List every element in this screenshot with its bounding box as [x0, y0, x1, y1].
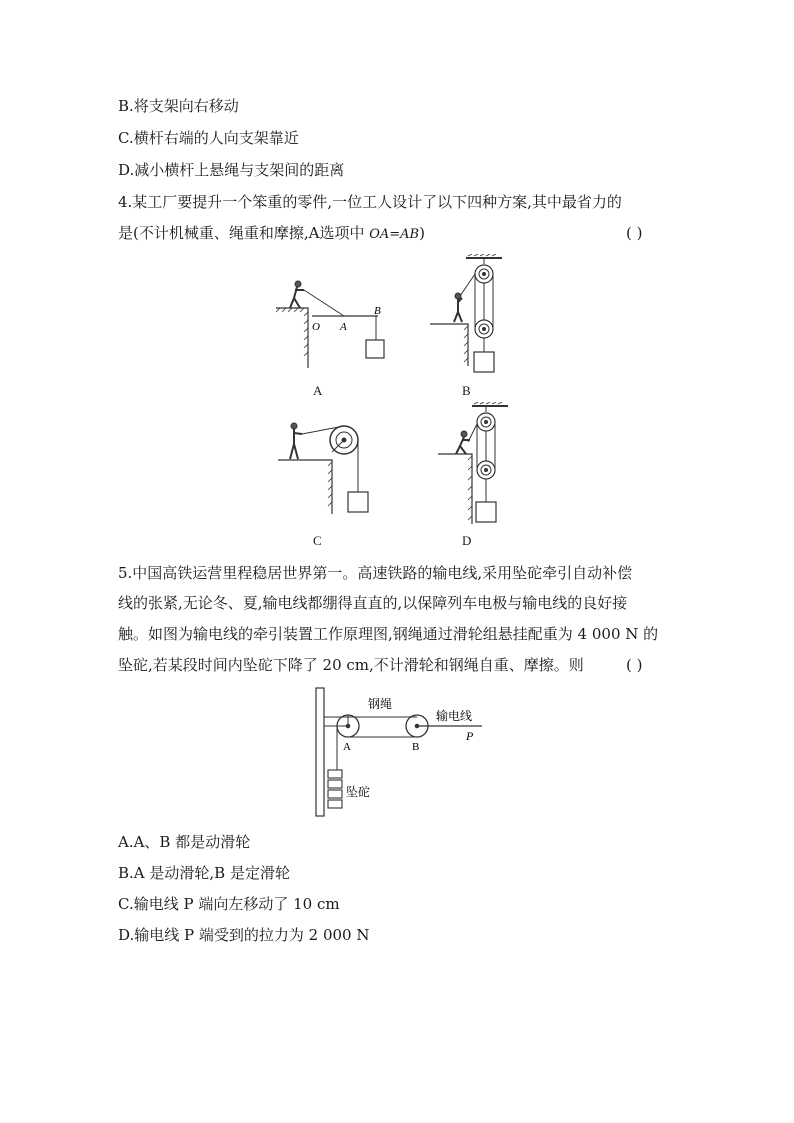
worker-figure — [454, 293, 462, 322]
label-pulley-b: B — [412, 741, 420, 753]
movable-pulley — [477, 461, 495, 502]
q4-diagram-b — [428, 254, 508, 379]
worker-figure — [456, 431, 470, 454]
q4-stem-line2 — [118, 223, 425, 245]
label-counterweight: 坠砣 — [346, 785, 371, 799]
q3-option-b: B.将支架向右移动 — [118, 97, 239, 115]
q3-option-c: C.横杆右端的人向支架靠近 — [118, 129, 299, 147]
q5-option-b: B.A 是动滑轮,B 是定滑轮 — [118, 864, 290, 882]
q4-figure-label-a: A — [313, 383, 323, 398]
q4-figure-label-d: D — [462, 533, 472, 548]
load-box — [474, 352, 494, 372]
q3-option-d: D.减小横杆上悬绳与支架间的距离 — [118, 161, 345, 179]
q5-option-a: A.A、B 都是动滑轮 — [118, 833, 251, 851]
q4-stem-line2-end: ) — [419, 224, 425, 242]
q4-diagram-c — [276, 414, 376, 522]
q4-diagram-d — [436, 402, 516, 527]
q4-stem-line1: 4.某工厂要提升一个笨重的零件,一位工人设计了以下四种方案,其中最省力的 — [118, 193, 622, 211]
load-box — [366, 340, 384, 358]
q5-stem-line4: 坠砣,若某段时间内坠砣下降了 20 cm,不计滑轮和钢绳自重、摩擦。则 — [118, 656, 584, 674]
q4-figure-label-b: B — [462, 383, 471, 398]
q4-stem-line2-start: 是(不计机械重、绳重和摩擦,A选项中 — [118, 224, 370, 242]
counterweight — [328, 770, 342, 808]
q4-figure-label-c: C — [313, 533, 322, 548]
lever-label-a: A — [340, 321, 347, 333]
cliff-ledge — [276, 308, 308, 368]
label-pulley-a: A — [343, 741, 351, 753]
q5-stem-line1: 5.中国高铁运营里程稳居世界第一。高速铁路的输电线,采用坠砣牵引自动补偿 — [118, 564, 633, 582]
q5-diagram — [312, 686, 492, 818]
lever-label-b: B — [374, 305, 381, 317]
q5-stem-line3: 触。如图为输电线的牵引装置工作原理图,钢绳通过滑轮组悬挂配重为 4 000 N 的 — [118, 625, 659, 643]
label-power-line: 输电线 — [436, 709, 473, 723]
q5-option-d: D.输电线 P 端受到的拉力为 2 000 N — [118, 926, 370, 944]
support-pole — [316, 688, 324, 816]
fixed-pulley — [330, 426, 358, 454]
q4-diagram-a — [268, 268, 398, 376]
pull-rope — [304, 290, 344, 316]
load-box — [348, 492, 368, 512]
lever-label-o: O — [312, 321, 320, 333]
q5-stem-line2: 线的张紧,无论冬、夏,输电线都绷得直直的,以保障列车电极与输电线的良好接 — [118, 594, 628, 612]
worker-figure — [290, 281, 304, 308]
q4-answer-blank: ( ) — [626, 224, 643, 242]
fixed-pulley — [475, 258, 493, 283]
label-steel-rope: 钢绳 — [368, 697, 393, 711]
worker-figure — [290, 423, 302, 459]
movable-pulley — [475, 320, 493, 352]
fixed-pulley — [477, 406, 495, 431]
q4-stem-math: OA=AB — [369, 227, 420, 242]
load-box — [476, 502, 496, 522]
q5-option-c: C.输电线 P 端向左移动了 10 cm — [118, 895, 340, 913]
label-p: P — [466, 729, 474, 743]
q5-answer-blank: ( ) — [626, 656, 643, 674]
